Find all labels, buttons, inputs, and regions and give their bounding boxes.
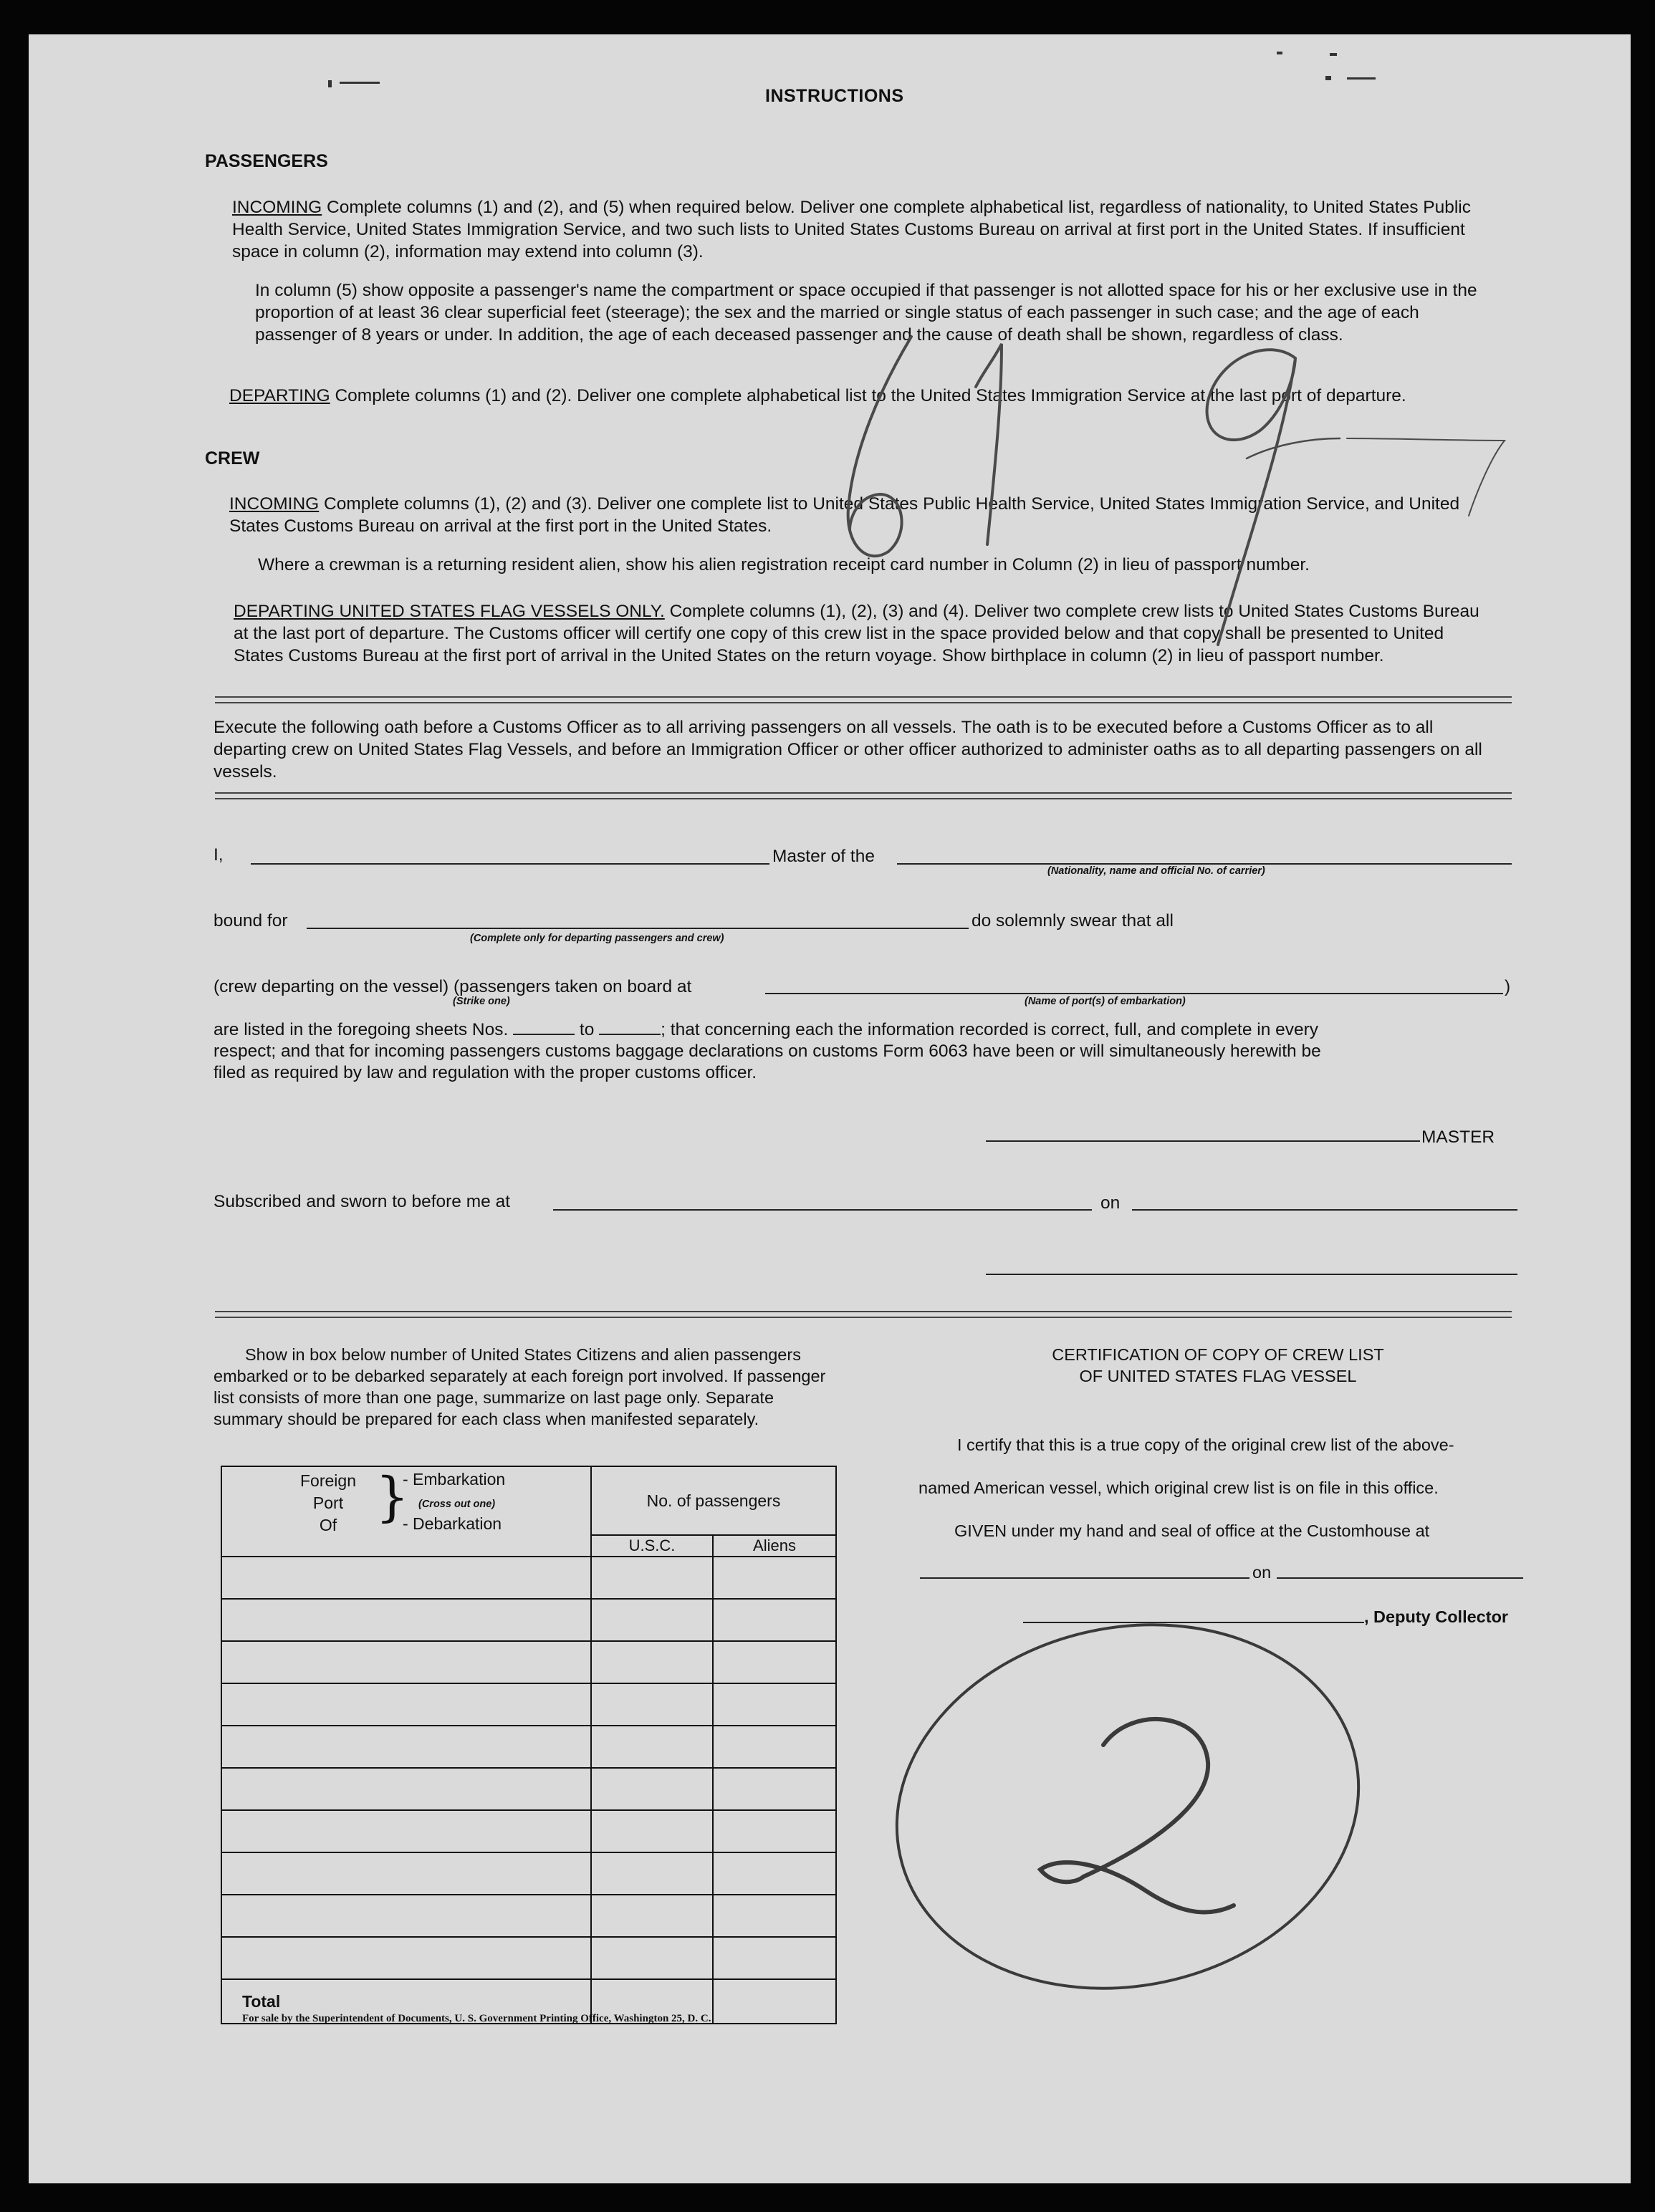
oath-listed-b: ; that concerning each the information recorded is correct, full, and complete in every: [661, 1020, 1319, 1039]
passengers-departing-label: DEPARTING: [229, 386, 330, 405]
certification-line1: I certify that this is a true copy of the original crew list of the above-: [957, 1436, 1454, 1454]
speck: [340, 82, 380, 84]
oath-bound-for: bound for: [214, 911, 288, 931]
subscribed-on: on: [1100, 1193, 1121, 1213]
crew-incoming-text: Complete columns (1), (2) and (3). Deliver one complete list to United States Public Health Service, United States Immigration Service, and United States Customs Bureau on arrival at the first port in the United States.: [229, 494, 1460, 536]
passengers-heading: PASSENGERS: [205, 151, 328, 171]
passengers-incoming-label: INCOMING: [232, 198, 322, 217]
oath-i: I,: [214, 845, 224, 865]
passengers-column5-paragraph: In column (5) show opposite a passenger's name the compartment or space occupied if that passenger is not allotted space for his or her exclusive use in the proportion of at least 36 clear superficial feet (steerage); the sex and the married or single status of each passenger in such case; and the age of each passenger of 8 years or under. In addition, the age of each deceased passenger and the cause of death shall be shown, regardless of class.: [255, 281, 1477, 345]
usc-header: U.S.C.: [591, 1535, 713, 1557]
passengers-departing-text: Complete columns (1) and (2). Deliver one complete alphabetical list to the United States Immigration Service at the last port of departure.: [335, 386, 1406, 405]
embark-label: - Embarkation: [403, 1470, 506, 1489]
master-label: MASTER: [1421, 1127, 1495, 1147]
port-line-foreign: Foreign: [300, 1471, 356, 1490]
strike-note: (Strike one): [453, 996, 510, 1007]
certification-on: on: [1252, 1563, 1272, 1582]
debark-label: - Debarkation: [403, 1514, 502, 1533]
brace-icon: }: [375, 1466, 410, 1528]
certification-title-line1: CERTIFICATION OF COPY OF CREW LIST: [1052, 1345, 1384, 1364]
handwritten-digit-6: [848, 337, 911, 556]
port-line-port: Port: [312, 1494, 344, 1512]
oath-listed-to: to: [579, 1020, 595, 1039]
oath-crew-passengers: (crew departing on the vessel) (passengers taken on board at: [214, 977, 692, 996]
carrier-note: (Nationality, name and official No. of carrier): [1047, 865, 1265, 877]
oath-listed-a: are listed in the foregoing sheets Nos.: [214, 1020, 509, 1039]
oath-line3: filed as required by law and regulation with the proper customs officer.: [214, 1063, 757, 1082]
oath-close-paren: ): [1505, 977, 1511, 996]
certification-line2: named American vessel, which original crew list is on file in this office.: [918, 1478, 1439, 1497]
certification-line3: GIVEN under my hand and seal of office at the Customhouse at: [954, 1521, 1430, 1540]
port-note: (Name of port(s) of embarkation): [1025, 996, 1186, 1007]
handwritten-sheet-number: [848, 337, 1505, 645]
oath-instruction: Execute the following oath before a Customs Officer as to all arriving passengers on all vessels. The oath is to be executed before a Customs Officer as to all departing crew on United States Flag Vessels, and before an Immigration Officer or other officer authorized to administer oaths as to all departing passengers on all vessels.: [214, 718, 1482, 782]
speck: [1325, 76, 1331, 80]
crew-departing-label: DEPARTING UNITED STATES FLAG VESSELS ONLY.: [234, 602, 665, 621]
handwritten-circled-number: [863, 1583, 1393, 2030]
handwritten-digit-2: [1040, 1719, 1234, 1913]
hand-drawn-circle: [863, 1583, 1393, 2030]
speck: [1347, 77, 1376, 80]
subscribed-label: Subscribed and sworn to before me at: [214, 1192, 511, 1211]
departing-note: (Complete only for departing passengers and crew): [470, 933, 724, 944]
summary-instruction: Show in box below number of United States Citizens and alien passengers embarked or to be debarked separately at each foreign port involved. If passenger list consists of more than one page, summarize on last page only. Separate summary should be prepared for each class when manifested separately.: [214, 1345, 826, 1428]
handwritten-tail: [1347, 438, 1505, 516]
speck: [1330, 53, 1337, 56]
handwritten-digit-1: [976, 344, 1002, 544]
passengers-incoming-text: Complete columns (1) and (2), and (5) when required below. Deliver one complete alphabetical list, regardless of nationality, to United States Public Health Service, United States Immigration Service, and two such lists to United States Customs Bureau on arrival at first port in the United States. If insufficient space in column (2), information may extend into column (3).: [232, 198, 1471, 261]
page-title: INSTRUCTIONS: [765, 86, 904, 106]
handwritten-dash: [1247, 438, 1340, 458]
footer-note: For sale by the Superintendent of Documents, U. S. Government Printing Office, Washington 25, D. C.: [242, 2013, 711, 2024]
scan-specks: [328, 52, 1376, 87]
port-line-of: Of: [319, 1516, 337, 1534]
cross-out-note: (Cross out one): [418, 1499, 496, 1510]
certification-title-line2: OF UNITED STATES FLAG VESSEL: [1079, 1367, 1357, 1385]
speck: [328, 80, 332, 87]
oath-master-of-the: Master of the: [772, 847, 875, 866]
speck: [1277, 52, 1282, 54]
oath-line2: respect; and that for incoming passengers customs baggage declarations on customs Form 6063 have been or will simultaneously herewith be: [214, 1042, 1321, 1061]
crew-departing-text: Complete columns (1), (2), (3) and (4). Deliver two complete crew lists to United States Customs Bureau at the last port of departure. The Customs officer will certify one copy of this crew list in the space provided below and that copy shall be presented to United States Customs Bureau at the first port of arrival in the United States on the return voyage. Show birthplace in column (2) in lieu of passport number.: [234, 602, 1479, 665]
no-passengers-header: No. of passengers: [591, 1466, 836, 1535]
handwritten-digit-9: [1207, 350, 1295, 645]
oath-swear: do solemnly swear that all: [972, 911, 1174, 931]
aliens-header: Aliens: [713, 1535, 836, 1557]
crew-returning-paragraph: Where a crewman is a returning resident alien, show his alien registration receipt card number in Column (2) in lieu of passport number.: [258, 555, 1310, 574]
crew-heading: CREW: [205, 448, 260, 468]
deputy-collector-label: , Deputy Collector: [1364, 1607, 1509, 1626]
crew-incoming-label: INCOMING: [229, 494, 320, 514]
total-label: Total: [221, 1979, 591, 2024]
